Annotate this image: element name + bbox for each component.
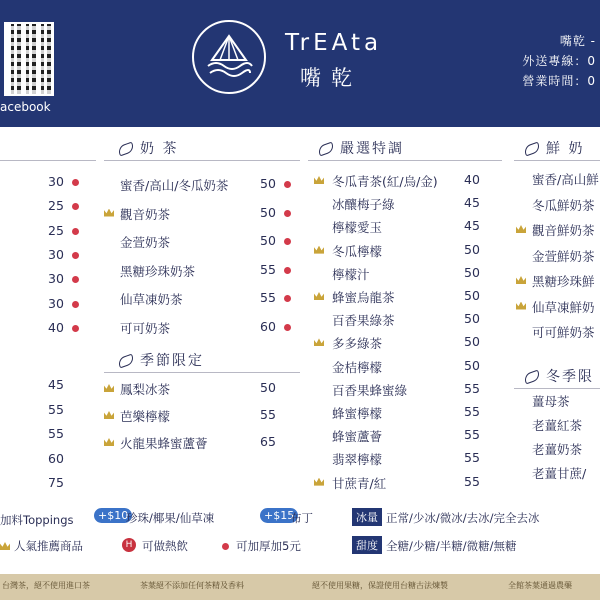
- menu-item-row: [48, 475, 88, 493]
- hot-label: 可做熱飲: [142, 539, 188, 553]
- item-name: 蜜香/高山/冬瓜奶茶: [120, 178, 229, 193]
- item-name: 冰釀梅子綠: [332, 197, 395, 213]
- menu-item-row: [516, 392, 600, 410]
- section-divider: [308, 160, 502, 161]
- item-price: 50: [260, 176, 276, 191]
- menu-item-row: [314, 172, 500, 190]
- crown-icon: [104, 209, 114, 217]
- menu-item-row: [314, 218, 500, 236]
- crown-icon: [516, 276, 526, 284]
- tea-leaf-icon: [523, 142, 541, 157]
- item-name: 蜜香/高山鮮: [532, 172, 599, 187]
- menu-item-row: [516, 247, 600, 265]
- item-price: 25: [48, 222, 64, 238]
- item-price: 50: [464, 311, 480, 327]
- item-name: 觀音鮮奶茶: [532, 223, 595, 238]
- item-name: 蜂蜜檸檬: [332, 406, 383, 421]
- red-dot-icon: [284, 324, 291, 331]
- menu-item-row: [48, 247, 88, 265]
- footer-strip: [0, 574, 600, 600]
- item-price: 55: [48, 426, 64, 441]
- red-dot-icon: [222, 543, 229, 550]
- menu-item-row: [314, 474, 500, 492]
- menu-item-row: [48, 320, 88, 338]
- brand-name-zh: 嘴乾: [300, 66, 362, 90]
- menu-item-row: [104, 290, 300, 308]
- footer-note: 台灣茶，絕不使用進口茶: [2, 581, 90, 590]
- item-name: 甘蔗青/紅: [332, 475, 387, 491]
- opening-hours: 營業時間：0: [522, 74, 596, 88]
- item-price: 30: [48, 295, 64, 311]
- item-price: 60: [260, 318, 276, 334]
- menu-item-row: [314, 334, 500, 352]
- crown-icon: [314, 292, 324, 300]
- item-name: 仙草凍鮮奶: [532, 299, 595, 315]
- menu-item-row: [314, 381, 500, 399]
- menu-item-row: [48, 198, 88, 216]
- item-price: 55: [260, 261, 276, 277]
- item-name: 百香果蜂蜜綠: [332, 382, 408, 398]
- item-price: 50: [260, 233, 276, 248]
- red-dot-icon: [72, 301, 79, 308]
- tea-leaf-icon: [523, 370, 541, 385]
- hot-badge-icon: H: [122, 538, 136, 552]
- menu-item-row: [516, 416, 600, 434]
- item-name: 芭樂檸檬: [120, 409, 171, 424]
- item-price: 50: [464, 264, 480, 280]
- section-title-seasonal: 季節限定: [118, 350, 204, 370]
- red-dot-icon: [284, 210, 291, 217]
- menu-item-row: [48, 402, 88, 420]
- menu-item-row: [104, 319, 300, 337]
- item-name: 黑糖珍珠鮮: [532, 274, 595, 289]
- menu-item-row: [104, 407, 300, 425]
- item-name: 火龍果蜂蜜蘆薈: [120, 436, 208, 451]
- item-name: 金萱奶茶: [120, 235, 171, 250]
- item-price: 55: [464, 404, 480, 419]
- delivery-phone: 外送專線：0: [522, 54, 596, 68]
- section-title-specials: 嚴選特調: [318, 138, 404, 158]
- sugar-tag: 甜度: [352, 536, 382, 554]
- menu-item-row: [516, 323, 600, 341]
- menu-item-row: [104, 176, 300, 194]
- item-price: 50: [464, 241, 480, 257]
- section-title-milk-tea: 奶 茶: [118, 138, 178, 158]
- item-price: 50: [260, 380, 276, 395]
- sugar-options: 全糖/少糖/半糖/微糖/無糖: [386, 539, 517, 553]
- crown-icon: [516, 302, 526, 310]
- item-price: 55: [464, 427, 480, 443]
- crown-icon: [104, 411, 114, 419]
- crown-icon: [0, 542, 10, 550]
- col1-divider: [0, 160, 96, 161]
- item-price: 45: [48, 377, 64, 392]
- item-price: 50: [260, 204, 276, 220]
- crown-icon: [314, 246, 324, 254]
- plus10-items: 珍珠/椰果/仙草凍: [126, 511, 215, 525]
- menu-item-row: [314, 427, 500, 445]
- menu-item-row: [314, 195, 500, 213]
- item-price: 60: [48, 450, 64, 466]
- crown-icon: [104, 438, 114, 446]
- menu-item-row: [314, 288, 500, 306]
- red-dot-icon: [284, 267, 291, 274]
- menu-item-row: [104, 380, 300, 398]
- red-dot-icon: [284, 295, 291, 302]
- item-price: 55: [48, 401, 64, 417]
- item-price: 55: [464, 450, 480, 466]
- menu-item-row: [104, 233, 300, 251]
- menu-item-row: [516, 464, 600, 482]
- item-name: 金萱鮮奶茶: [532, 248, 595, 264]
- item-name: 檸檬愛玉: [332, 220, 383, 236]
- menu-item-row: [516, 272, 600, 290]
- section-divider: [104, 160, 300, 161]
- item-name: 檸檬汁: [332, 266, 370, 282]
- red-dot-icon: [284, 181, 291, 188]
- menu-item-row: [516, 170, 600, 188]
- qr-code[interactable]: [4, 22, 54, 96]
- item-price: 45: [464, 218, 480, 234]
- item-name: 觀音奶茶: [120, 206, 171, 222]
- red-dot-icon: [72, 276, 79, 283]
- logo-fan-icon: [194, 22, 264, 92]
- crown-icon: [104, 384, 114, 392]
- red-dot-icon: [72, 325, 79, 332]
- item-name: 百香果綠茶: [332, 313, 395, 329]
- item-name: 可可鮮奶茶: [532, 325, 595, 340]
- popular-label: 人氣推薦商品: [14, 539, 83, 553]
- menu-item-row: [314, 404, 500, 422]
- menu-item-row: [314, 265, 500, 283]
- tea-leaf-icon: [317, 142, 335, 157]
- honey-label: 可加厚加5元: [236, 539, 301, 553]
- section-title-fresh-milk: 鮮 奶: [524, 138, 584, 158]
- menu-item-row: [48, 426, 88, 444]
- crown-icon: [314, 478, 324, 486]
- ice-tag: 冰量: [352, 508, 382, 526]
- item-price: 40: [48, 319, 64, 335]
- menu-item-row: [516, 196, 600, 214]
- legend-panel: [0, 494, 600, 574]
- section-divider: [104, 372, 300, 373]
- menu-item-row: [104, 205, 300, 223]
- item-name: 冬瓜青茶(紅/烏/金): [332, 174, 438, 189]
- item-price: 65: [260, 434, 276, 449]
- plus15-badge: +$15: [260, 508, 298, 523]
- menu-item-row: [48, 174, 88, 192]
- item-name: 仙草凍奶茶: [120, 292, 183, 307]
- item-name: 冬瓜檸檬: [332, 243, 383, 259]
- menu-item-row: [314, 311, 500, 329]
- menu-item-row: [314, 450, 500, 468]
- footer-note: 絕不使用果糖，保證使用台糖古法煉製: [312, 581, 448, 590]
- item-name: 老薑紅茶: [532, 418, 583, 433]
- menu-item-row: [516, 440, 600, 458]
- section-divider: [514, 160, 600, 161]
- menu-item-row: [48, 271, 88, 289]
- store-name: 嘴乾 -: [559, 34, 596, 48]
- menu-item-row: [104, 262, 300, 280]
- item-name: 冬瓜鮮奶茶: [532, 197, 595, 213]
- item-price: 75: [48, 475, 64, 490]
- item-name: 薑母茶: [532, 394, 570, 409]
- toppings-label: 加料Toppings: [0, 513, 74, 527]
- item-price: 30: [48, 246, 64, 262]
- menu-item-row: [48, 296, 88, 314]
- section-divider: [514, 388, 600, 389]
- item-price: 55: [260, 290, 276, 305]
- item-price: 55: [260, 407, 276, 422]
- item-price: 30: [48, 271, 64, 287]
- red-dot-icon: [284, 238, 291, 245]
- item-name: 金桔檸檬: [332, 359, 383, 375]
- tea-leaf-icon: [117, 142, 135, 157]
- plus15-items: 布丁: [290, 511, 313, 525]
- item-price: 55: [464, 380, 480, 396]
- item-price: 50: [464, 334, 480, 350]
- red-dot-icon: [72, 252, 79, 259]
- menu-item-row: [516, 298, 600, 316]
- crown-icon: [314, 338, 324, 346]
- ice-options: 正常/少冰/微冰/去冰/完全去冰: [386, 511, 540, 525]
- item-price: 30: [48, 174, 64, 189]
- crown-icon: [314, 176, 324, 184]
- crown-icon: [516, 225, 526, 233]
- item-name: 可可奶茶: [120, 320, 171, 336]
- tea-leaf-icon: [117, 354, 135, 369]
- menu-item-row: [48, 377, 88, 395]
- header-banner: [0, 0, 600, 127]
- item-name: 翡翠檸檬: [332, 452, 383, 468]
- menu-item-row: [104, 434, 300, 452]
- brand-logo: [192, 20, 266, 94]
- facebook-label: acebook: [0, 100, 51, 114]
- menu-item-row: [314, 242, 500, 260]
- red-dot-icon: [72, 203, 79, 210]
- item-name: 多多綠茶: [332, 336, 383, 352]
- plus10-badge: +$10: [94, 508, 132, 523]
- item-price: 40: [464, 172, 480, 187]
- menu-item-row: [314, 358, 500, 376]
- item-name: 老薑甘蔗/: [532, 466, 587, 481]
- red-dot-icon: [72, 228, 79, 235]
- brand-name-en: TrEAta: [285, 30, 383, 56]
- menu-item-row: [48, 223, 88, 241]
- menu-item-row: [48, 451, 88, 469]
- section-title-winter: 冬季限: [524, 366, 594, 386]
- item-name: 鳳梨冰茶: [120, 382, 171, 397]
- footer-note: 茶葉絕不添加任何茶精及香料: [140, 581, 244, 590]
- item-price: 50: [464, 357, 480, 373]
- footer-note: 全館茶葉通過農藥: [508, 581, 572, 590]
- item-name: 黑糖珍珠奶茶: [120, 263, 196, 279]
- item-price: 45: [464, 195, 480, 211]
- item-name: 蜂蜜蘆薈: [332, 429, 383, 445]
- item-price: 55: [464, 473, 480, 489]
- item-price: 25: [48, 198, 64, 214]
- item-price: 50: [464, 288, 480, 303]
- menu-item-row: [516, 221, 600, 239]
- item-name: 老薑奶茶: [532, 442, 583, 457]
- item-name: 蜂蜜烏龍茶: [332, 290, 395, 305]
- red-dot-icon: [72, 179, 79, 186]
